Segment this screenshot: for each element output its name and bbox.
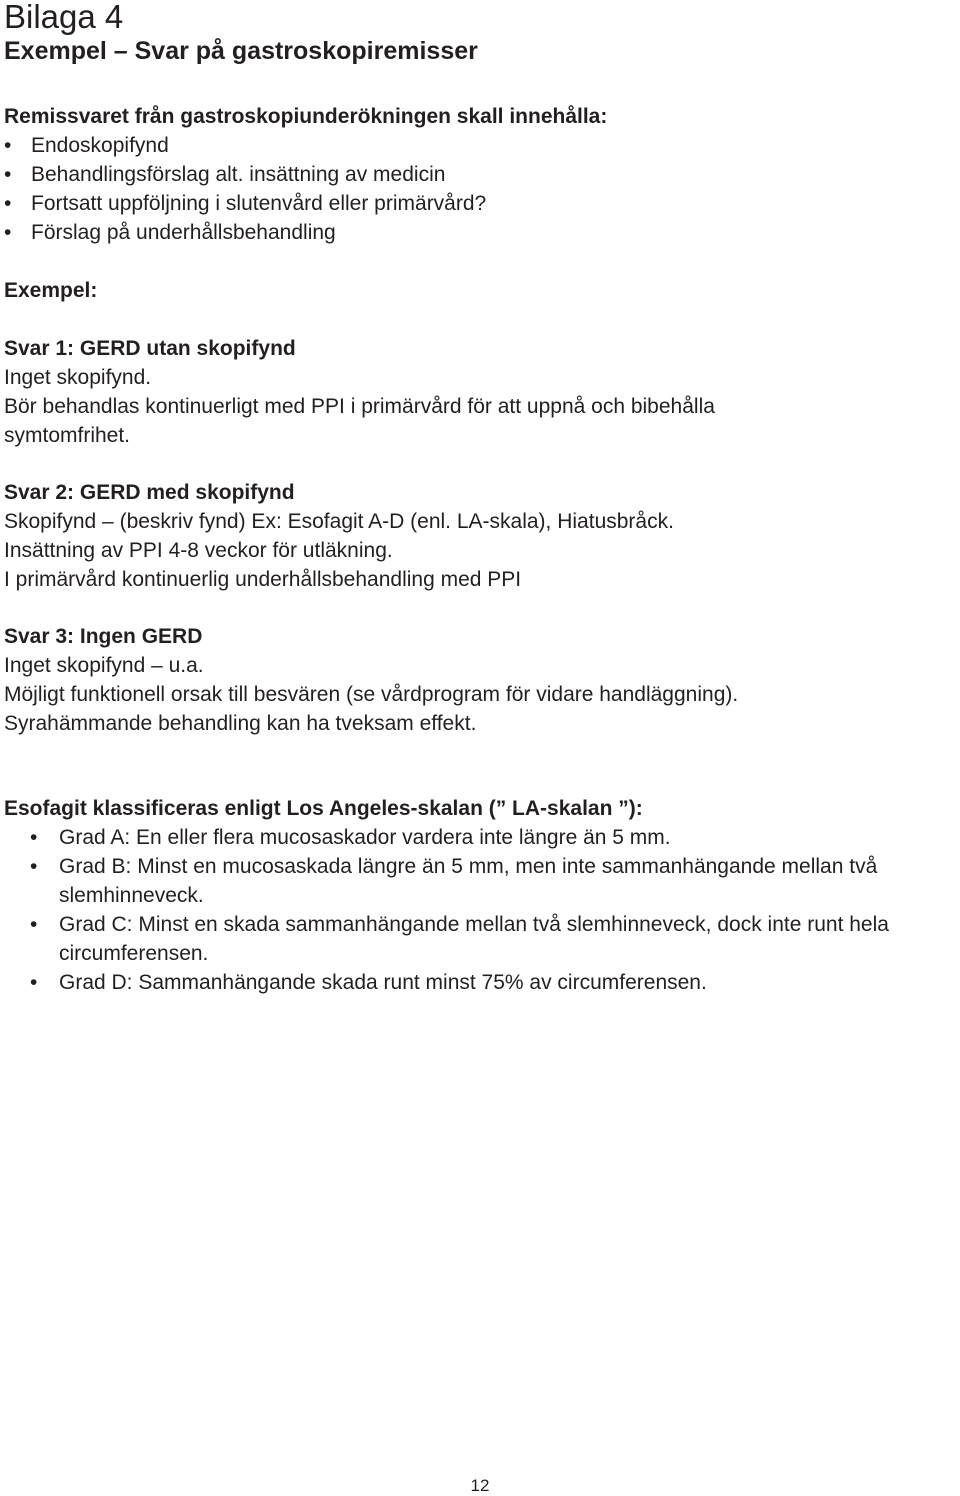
bullet-icon: • xyxy=(30,855,38,878)
answer-line: Inget skopifynd – u.a. xyxy=(4,654,204,677)
answer-heading: Svar 3: Ingen GERD xyxy=(4,625,203,648)
answer-line: Bör behandlas kontinuerligt med PPI i primärvård för att uppnå och bibehålla xyxy=(4,395,715,418)
bullet-icon: • xyxy=(30,913,38,936)
answer-heading: Svar 1: GERD utan skopifynd xyxy=(4,337,296,360)
list-item-text: Fortsatt uppföljning i slutenvård eller primärvård? xyxy=(31,192,487,215)
list-item xyxy=(4,852,956,910)
list-item xyxy=(4,131,956,160)
examples-heading: Exempel: xyxy=(4,279,98,302)
list-item-text: Grad A: En eller flera mucosaskador vardera inte längre än 5 mm. xyxy=(59,826,671,849)
list-item xyxy=(4,968,956,997)
list-item xyxy=(4,218,956,247)
bullet-icon: • xyxy=(4,163,12,186)
answer-heading: Svar 2: GERD med skopifynd xyxy=(4,481,295,504)
page-number: 12 xyxy=(470,1476,490,1495)
list-item-text: Förslag på underhållsbehandling xyxy=(31,221,336,244)
list-item-text: Grad B: Minst en mucosaskada längre än 5 mm, men inte sammanhängande mellan två slemhinneveck. xyxy=(59,855,878,907)
list-item-text: Behandlingsförslag alt. insättning av medicin xyxy=(31,163,446,186)
list-item xyxy=(4,910,956,968)
bullet-icon: • xyxy=(30,971,38,994)
answer-block-1 xyxy=(4,334,956,450)
document-subtitle: Exempel – Svar på gastroskopiremisser xyxy=(4,37,478,65)
classification-section xyxy=(4,794,956,997)
list-item-text: Grad D: Sammanhängande skada runt minst 75% av circumferensen. xyxy=(59,971,707,994)
bullet-icon: • xyxy=(4,134,12,157)
document-page xyxy=(4,0,956,997)
list-item-text: Endoskopifynd xyxy=(31,134,169,157)
list-item xyxy=(4,189,956,218)
answer-line: Möjligt funktionell orsak till besvären (se vårdprogram för vidare handläggning). xyxy=(4,683,739,706)
document-title: Bilaga 4 xyxy=(4,0,124,35)
answer-line: I primärvård kontinuerlig underhållsbehandling med PPI xyxy=(4,568,522,591)
answer-line: Syrahämmande behandling kan ha tveksam effekt. xyxy=(4,712,477,735)
answer-line: symtomfrihet. xyxy=(4,424,131,447)
list-item xyxy=(4,823,956,852)
classification-heading: Esofagit klassificeras enligt Los Angeles-skalan (” LA-skalan ”): xyxy=(4,797,643,820)
answer-line: Insättning av PPI 4-8 veckor för utläkning. xyxy=(4,539,393,562)
answer-line: Inget skopifynd. xyxy=(4,366,152,389)
list-item-text: Grad C: Minst en skada sammanhängande mellan två slemhinneveck, dock inte runt hela circumferensen. xyxy=(59,913,889,965)
classification-list xyxy=(4,823,956,997)
requirements-list xyxy=(4,131,956,247)
examples-section xyxy=(4,276,956,305)
answer-block-2 xyxy=(4,478,956,594)
requirements-heading: Remissvaret från gastroskopiunderökningen skall innehålla: xyxy=(4,105,608,128)
bullet-icon: • xyxy=(30,826,38,849)
answer-line: Skopifynd – (beskriv fynd) Ex: Esofagit A-D (enl. LA-skala), Hiatusbråck. xyxy=(4,510,674,533)
bullet-icon: • xyxy=(4,192,12,215)
list-item xyxy=(4,160,956,189)
requirements-section xyxy=(4,102,956,247)
bullet-icon: • xyxy=(4,221,12,244)
answer-block-3 xyxy=(4,622,956,738)
